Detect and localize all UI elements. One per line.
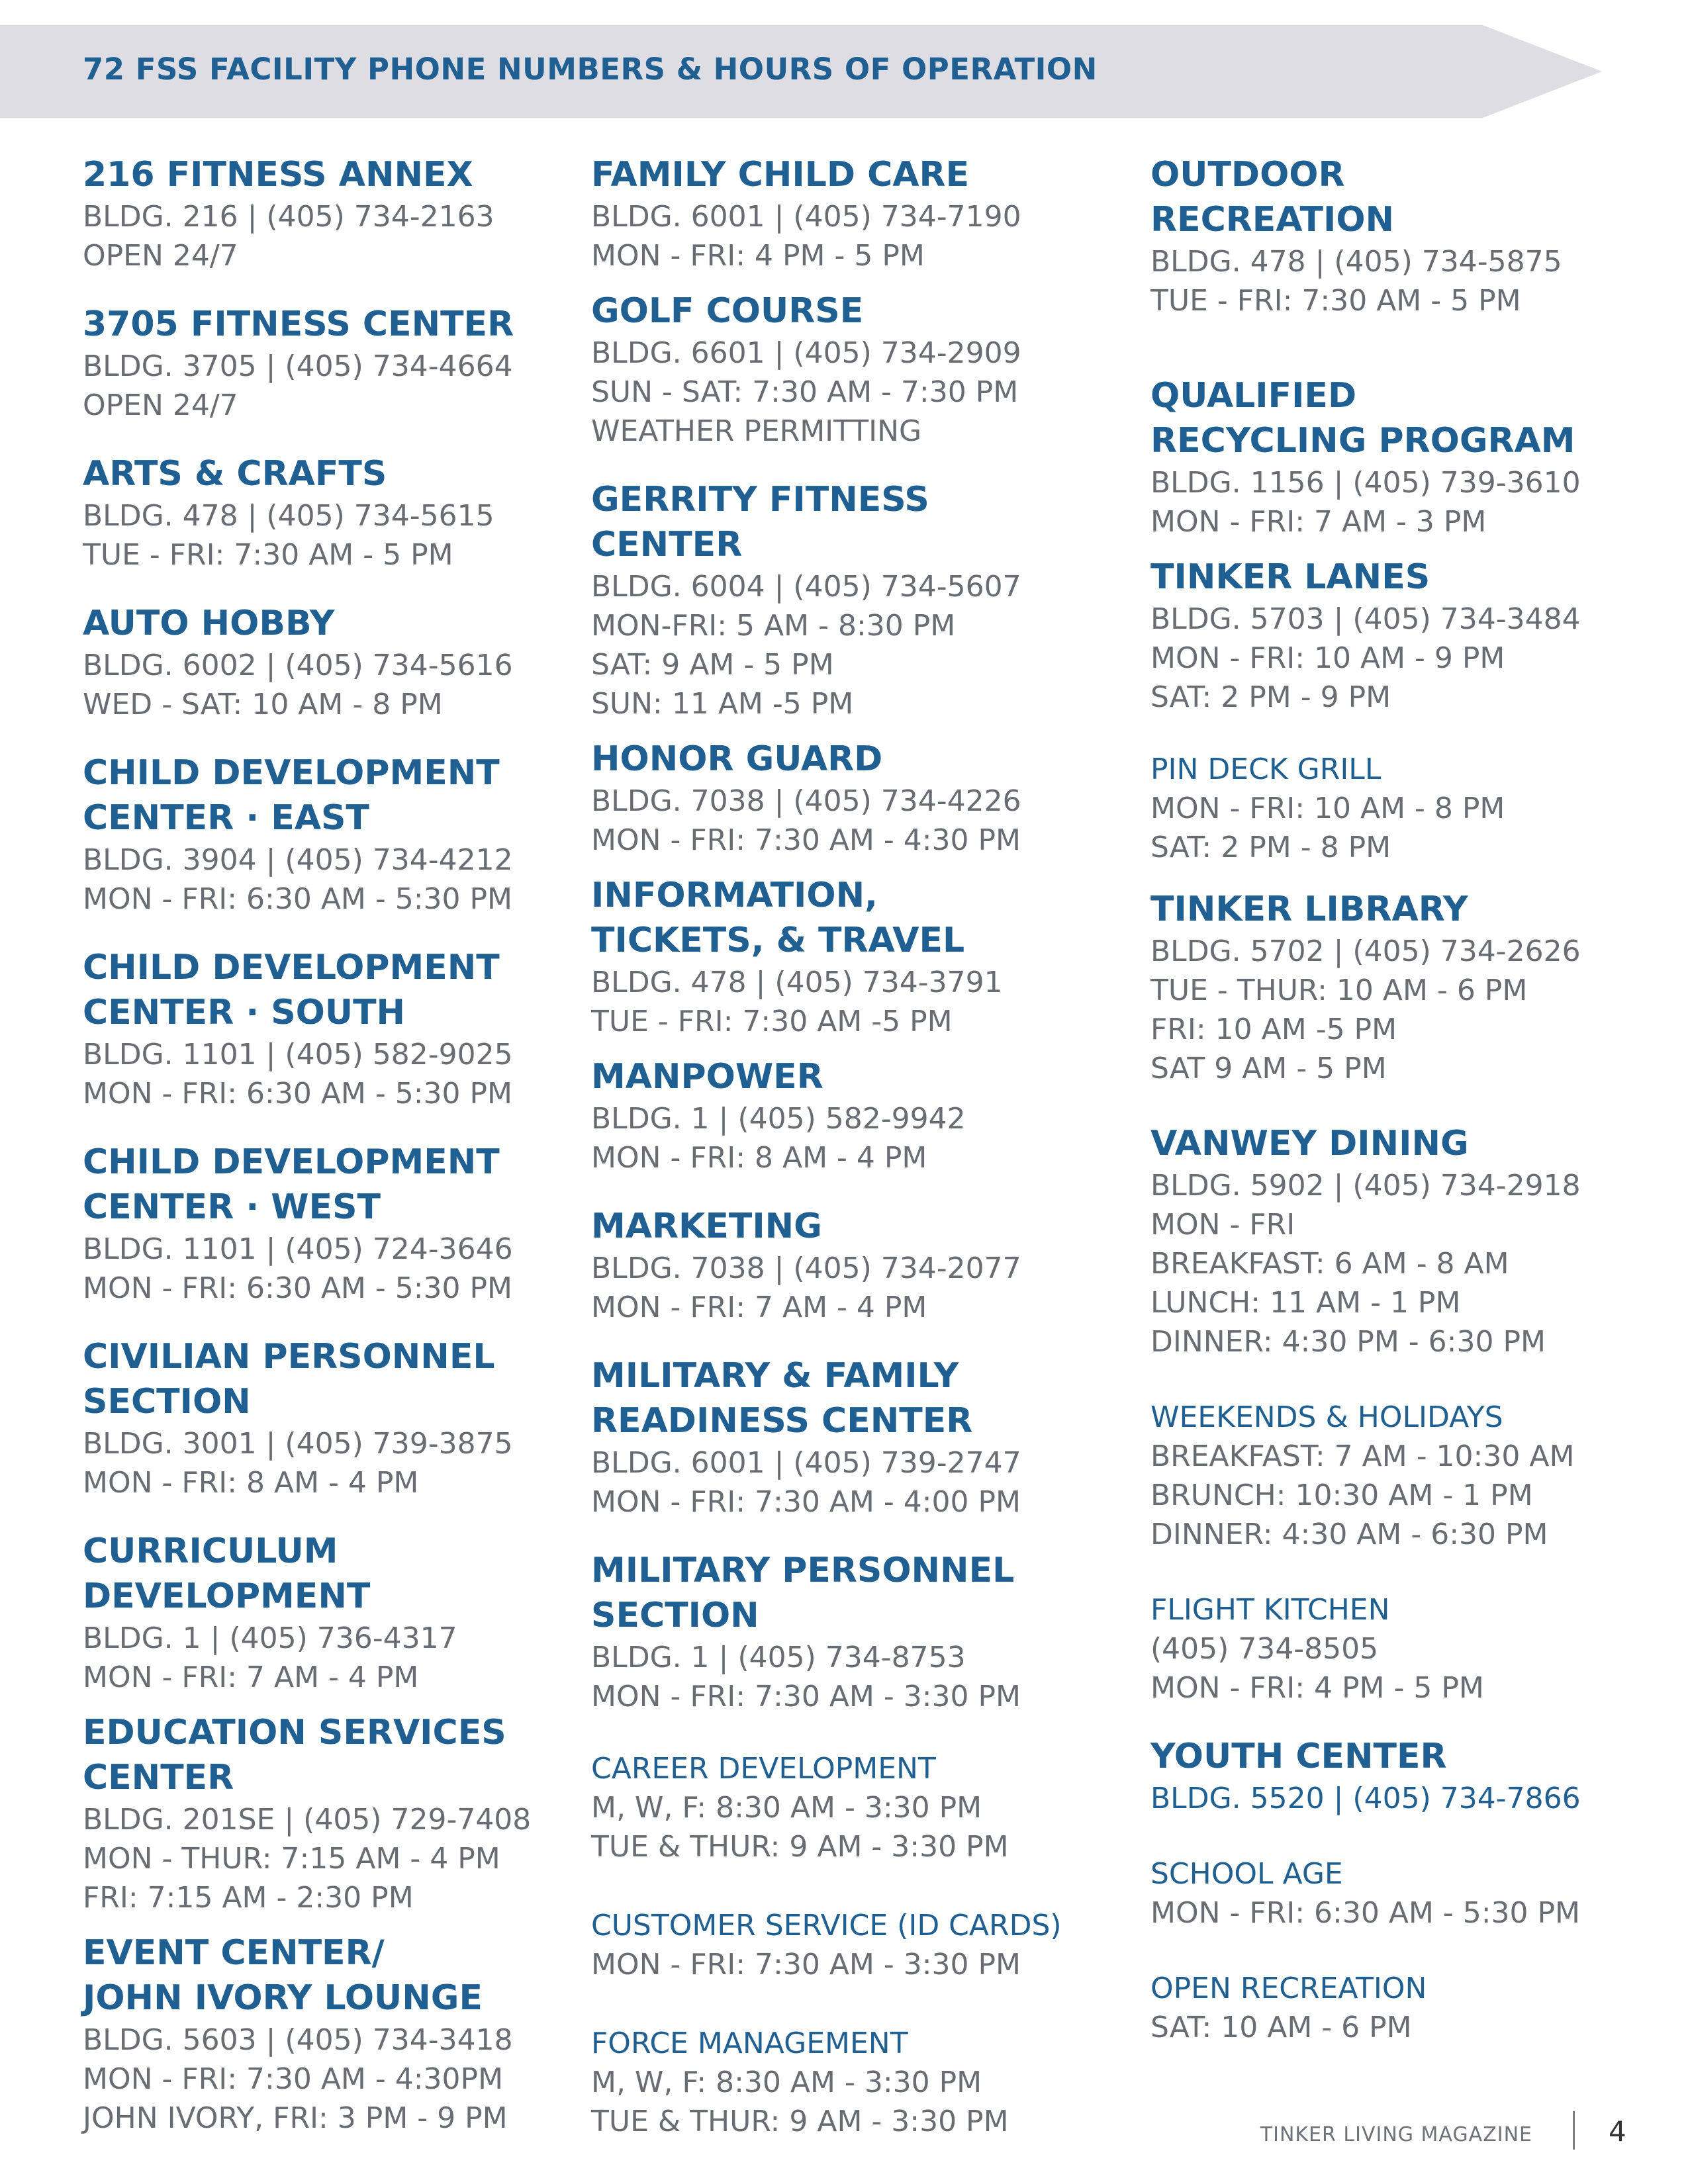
- facility-hours: BRUNCH: 10:30 AM - 1 PM: [1150, 1479, 1533, 1512]
- facility-contact: BLDG. 7038 | (405) 734-2077: [591, 1251, 1021, 1285]
- facility-hours: TUE - FRI: 7:30 AM - 5 PM: [1150, 284, 1521, 318]
- facility-hours: JOHN IVORY, FRI: 3 PM - 9 PM: [83, 2101, 508, 2135]
- facility-hours: SAT: 2 PM - 8 PM: [1150, 831, 1391, 864]
- facility-hours: MON - FRI: 7:30 AM - 3:30 PM: [591, 1948, 1021, 1981]
- facility-subsection-name: CUSTOMER SERVICE (ID CARDS): [591, 1909, 1062, 1942]
- facility-hours: TUE & THUR: 9 AM - 3:30 PM: [591, 1830, 1009, 1864]
- facility-name: CENTER · SOUTH: [83, 993, 406, 1032]
- facility-name: CIVILIAN PERSONNEL: [83, 1337, 495, 1377]
- facility-hours: MON - FRI: 7 AM - 3 PM: [1150, 505, 1487, 539]
- facility-entry: [591, 1906, 1094, 1984]
- facility-name: TICKETS, & TRAVEL: [591, 921, 965, 960]
- facility-entry: [591, 1204, 1094, 1327]
- facility-contact: BLDG. 5703 | (405) 734-3484: [1150, 602, 1581, 636]
- facility-entry: [1150, 555, 1640, 717]
- facility-entry: [591, 2024, 1094, 2141]
- facility-entry: [83, 1710, 546, 1917]
- facility-hours: WED - SAT: 10 AM - 8 PM: [83, 688, 443, 721]
- facility-hours: SAT 9 AM - 5 PM: [1150, 1052, 1387, 1085]
- facility-name: AUTO HOBBY: [83, 604, 335, 643]
- facility-entry: [83, 751, 546, 919]
- facility-entry: [83, 302, 546, 425]
- facility-contact: BLDG. 1 | (405) 736-4317: [83, 1621, 457, 1655]
- column-2: [591, 152, 1094, 2141]
- facility-name: FAMILY CHILD CARE: [591, 155, 970, 195]
- facility-hours: MON - FRI: 6:30 AM - 5:30 PM: [1150, 1896, 1581, 1930]
- facility-name: CURRICULUM: [83, 1531, 338, 1571]
- facility-entry: [1150, 1398, 1640, 1554]
- facility-entry: [1150, 750, 1640, 867]
- facility-hours: MON - FRI: 7 AM - 4 PM: [83, 1661, 419, 1694]
- facility-entry: [83, 1140, 546, 1308]
- facility-entry: [83, 1529, 546, 1697]
- facility-hours: FRI: 10 AM -5 PM: [1150, 1013, 1397, 1046]
- facility-name: INFORMATION,: [591, 876, 878, 915]
- facility-hours: TUE - THUR: 10 AM - 6 PM: [1150, 974, 1528, 1007]
- facility-hours: MON - FRI: 6:30 AM - 5:30 PM: [83, 882, 513, 916]
- facility-hours: BREAKFAST: 6 AM - 8 AM: [1150, 1247, 1509, 1281]
- facility-entry: [591, 152, 1094, 275]
- facility-hours: MON - FRI: 7:30 AM - 3:30 PM: [591, 1680, 1021, 1713]
- facility-hours: MON - FRI: [1150, 1208, 1295, 1242]
- facility-name: SECTION: [591, 1596, 759, 1635]
- facility-hours: TUE - FRI: 7:30 AM -5 PM: [591, 1005, 953, 1038]
- facility-contact: BLDG. 3001 | (405) 739-3875: [83, 1427, 513, 1461]
- facility-hours: BREAKFAST: 7 AM - 10:30 AM: [1150, 1439, 1575, 1473]
- facility-name: OUTDOOR: [1150, 155, 1345, 195]
- facility-entry: [83, 451, 546, 574]
- facility-contact: BLDG. 5702 | (405) 734-2626: [1150, 934, 1581, 968]
- facility-hours: MON - FRI: 4 PM - 5 PM: [1150, 1671, 1484, 1705]
- facility-entry: [591, 873, 1094, 1041]
- facility-hours: MON - FRI: 10 AM - 8 PM: [1150, 792, 1505, 825]
- facility-contact: BLDG. 5603 | (405) 734-3418: [83, 2023, 513, 2057]
- facility-entry: [1150, 1854, 1640, 1933]
- facility-entry: [591, 1548, 1094, 1716]
- facility-name: EVENT CENTER/: [83, 1933, 385, 1973]
- facility-subsection-name: PIN DECK GRILL: [1150, 752, 1382, 786]
- facility-name: CENTER · WEST: [83, 1187, 381, 1227]
- facility-hours: MON - THUR: 7:15 AM - 4 PM: [83, 1842, 500, 1876]
- facility-contact: BLDG. 7038 | (405) 734-4226: [591, 784, 1021, 818]
- facility-hours: OPEN 24/7: [83, 239, 238, 273]
- facility-hours: MON - FRI: 8 AM - 4 PM: [83, 1466, 419, 1500]
- footer-magazine-name: TINKER LIVING MAGAZINE: [1260, 2123, 1532, 2146]
- footer-divider: [1573, 2111, 1575, 2150]
- facility-entry: [591, 289, 1094, 451]
- facility-name: MILITARY & FAMILY: [591, 1356, 959, 1396]
- facility-contact: BLDG. 6001 | (405) 739-2747: [591, 1446, 1021, 1480]
- facility-name: SECTION: [83, 1382, 251, 1422]
- facility-contact: BLDG. 1156 | (405) 739-3610: [1150, 466, 1581, 500]
- facility-hours: M, W, F: 8:30 AM - 3:30 PM: [591, 2066, 982, 2099]
- facility-entry: [591, 1054, 1094, 1177]
- facility-hours: MON - FRI: 6:30 AM - 5:30 PM: [83, 1077, 513, 1111]
- facility-name: 216 FITNESS ANNEX: [83, 155, 473, 195]
- facility-contact: BLDG. 478 | (405) 734-5875: [1150, 245, 1562, 279]
- facility-hours: TUE - FRI: 7:30 AM - 5 PM: [83, 538, 453, 572]
- facility-hours: DINNER: 4:30 PM - 6:30 PM: [1150, 1325, 1546, 1359]
- facility-name: YOUTH CENTER: [1150, 1737, 1447, 1776]
- facility-name: EDUCATION SERVICES: [83, 1713, 506, 1752]
- facility-hours: DINNER: 4:30 AM - 6:30 PM: [1150, 1518, 1548, 1551]
- facility-contact: (405) 734-8505: [1150, 1632, 1379, 1666]
- facility-name: HONOR GUARD: [591, 739, 883, 779]
- facility-name: TINKER LIBRARY: [1150, 889, 1468, 929]
- facility-entry: [591, 1353, 1094, 1522]
- facility-name: VANWEY DINING: [1150, 1124, 1469, 1163]
- facility-name: CENTER: [83, 1758, 234, 1797]
- facility-hours: MON - FRI: 10 AM - 9 PM: [1150, 641, 1505, 675]
- facility-hours: SUN: 11 AM -5 PM: [591, 687, 854, 721]
- facility-contact: BLDG. 3904 | (405) 734-4212: [83, 843, 513, 877]
- facility-entry: [591, 1749, 1094, 1866]
- facility-name: QUALIFIED: [1150, 376, 1357, 416]
- facility-hours: MON - FRI: 7 AM - 4 PM: [591, 1291, 927, 1324]
- facility-contact: BLDG. 216 | (405) 734-2163: [83, 200, 494, 234]
- facility-name: MILITARY PERSONNEL: [591, 1551, 1015, 1590]
- facility-hours: MON - FRI: 7:30 AM - 4:30 PM: [591, 823, 1021, 857]
- facility-hours: OPEN 24/7: [83, 388, 238, 422]
- facility-entry: [1150, 1590, 1640, 1707]
- facility-hours: TUE & THUR: 9 AM - 3:30 PM: [591, 2105, 1009, 2138]
- facility-contact: BLDG. 1101 | (405) 582-9025: [83, 1038, 513, 1071]
- facility-entry: [1150, 373, 1640, 541]
- facility-contact: BLDG. 6002 | (405) 734-5616: [83, 649, 513, 682]
- facility-entry: [1150, 1969, 1640, 2047]
- column-1: [83, 152, 546, 2138]
- facility-name: MARKETING: [591, 1206, 822, 1246]
- facility-entry: [83, 1334, 546, 1502]
- facility-hours: MON - FRI: 6:30 AM - 5:30 PM: [83, 1271, 513, 1305]
- facility-contact: BLDG. 6001 | (405) 734-7190: [591, 200, 1021, 234]
- column-3: [1150, 152, 1640, 2047]
- facility-name: DEVELOPMENT: [83, 1576, 371, 1616]
- facility-hours: MON - FRI: 7:30 AM - 4:00 PM: [591, 1485, 1021, 1519]
- facility-name: CENTER: [591, 525, 743, 565]
- facility-contact: BLDG. 3705 | (405) 734-4664: [83, 349, 513, 383]
- facility-entry: [83, 945, 546, 1113]
- facility-subsection-name: FLIGHT KITCHEN: [1150, 1593, 1390, 1627]
- facility-entry: [591, 737, 1094, 860]
- facility-hours: MON - FRI: 7:30 AM - 4:30PM: [83, 2062, 504, 2096]
- facility-name: READINESS CENTER: [591, 1401, 973, 1441]
- facility-contact: BLDG. 1 | (405) 582-9942: [591, 1102, 966, 1136]
- facility-name: CHILD DEVELOPMENT: [83, 948, 500, 987]
- facility-hours: MON-FRI: 5 AM - 8:30 PM: [591, 609, 956, 643]
- facility-name: TINKER LANES: [1150, 557, 1430, 597]
- facility-contact: BLDG. 201SE | (405) 729-7408: [83, 1803, 532, 1837]
- facility-entry: [591, 477, 1094, 723]
- facility-subsection-name: OPEN RECREATION: [1150, 1972, 1427, 2005]
- facility-contact: BLDG. 1 | (405) 734-8753: [591, 1641, 966, 1674]
- facility-name: ARTS & CRAFTS: [83, 454, 387, 494]
- facility-name: JOHN IVORY LOUNGE: [83, 1978, 483, 2018]
- facility-subsection-name: WEEKENDS & HOLIDAYS: [1150, 1400, 1503, 1434]
- facility-name: MANPOWER: [591, 1057, 823, 1097]
- facility-hours: M, W, F: 8:30 AM - 3:30 PM: [591, 1791, 982, 1825]
- facility-hours: SUN - SAT: 7:30 AM - 7:30 PM: [591, 375, 1019, 409]
- facility-name: CHILD DEVELOPMENT: [83, 753, 500, 793]
- page-title: 72 FSS FACILITY PHONE NUMBERS & HOURS OF OPERATION: [83, 52, 1098, 87]
- facility-name: RECREATION: [1150, 200, 1395, 240]
- facility-name: GERRITY FITNESS: [591, 480, 929, 520]
- facility-contact: BLDG. 6004 | (405) 734-5607: [591, 570, 1021, 604]
- facility-contact: BLDG. 5902 | (405) 734-2918: [1150, 1169, 1581, 1203]
- facility-entry: [1150, 152, 1640, 320]
- facility-contact: BLDG. 6601 | (405) 734-2909: [591, 336, 1021, 370]
- facility-hours: MON - FRI: 4 PM - 5 PM: [591, 239, 925, 273]
- facility-subsection-name: SCHOOL AGE: [1150, 1857, 1343, 1891]
- facility-subsection-name: CAREER DEVELOPMENT: [591, 1752, 936, 1786]
- facility-entry: [1150, 1121, 1640, 1361]
- facility-name: GOLF COURSE: [591, 291, 864, 331]
- facility-hours: FRI: 7:15 AM - 2:30 PM: [83, 1881, 414, 1915]
- facility-contact: BLDG. 5520 | (405) 734-7866: [1150, 1782, 1581, 1815]
- facility-hours: MON - FRI: 8 AM - 4 PM: [591, 1141, 927, 1175]
- page-number: 4: [1609, 2115, 1626, 2148]
- facility-contact: BLDG. 478 | (405) 734-5615: [83, 499, 494, 533]
- facility-entry: [1150, 1734, 1640, 1818]
- facility-entry: [83, 601, 546, 724]
- facility-hours: SAT: 2 PM - 9 PM: [1150, 680, 1391, 714]
- facility-contact: BLDG. 1101 | (405) 724-3646: [83, 1232, 513, 1266]
- facility-name: CENTER · EAST: [83, 798, 369, 838]
- facility-hours: SAT: 9 AM - 5 PM: [591, 648, 834, 682]
- facility-hours: SAT: 10 AM - 6 PM: [1150, 2011, 1412, 2044]
- facility-subsection-name: FORCE MANAGEMENT: [591, 2026, 908, 2060]
- facility-entry: [1150, 887, 1640, 1088]
- facility-name: 3705 FITNESS CENTER: [83, 304, 514, 344]
- facility-name: CHILD DEVELOPMENT: [83, 1142, 500, 1182]
- facility-contact: BLDG. 478 | (405) 734-3791: [591, 966, 1003, 999]
- facility-hours: WEATHER PERMITTING: [591, 414, 922, 448]
- facility-hours: LUNCH: 11 AM - 1 PM: [1150, 1286, 1461, 1320]
- facility-name: RECYCLING PROGRAM: [1150, 421, 1575, 461]
- facility-entry: [83, 1931, 546, 2138]
- facility-entry: [83, 152, 546, 275]
